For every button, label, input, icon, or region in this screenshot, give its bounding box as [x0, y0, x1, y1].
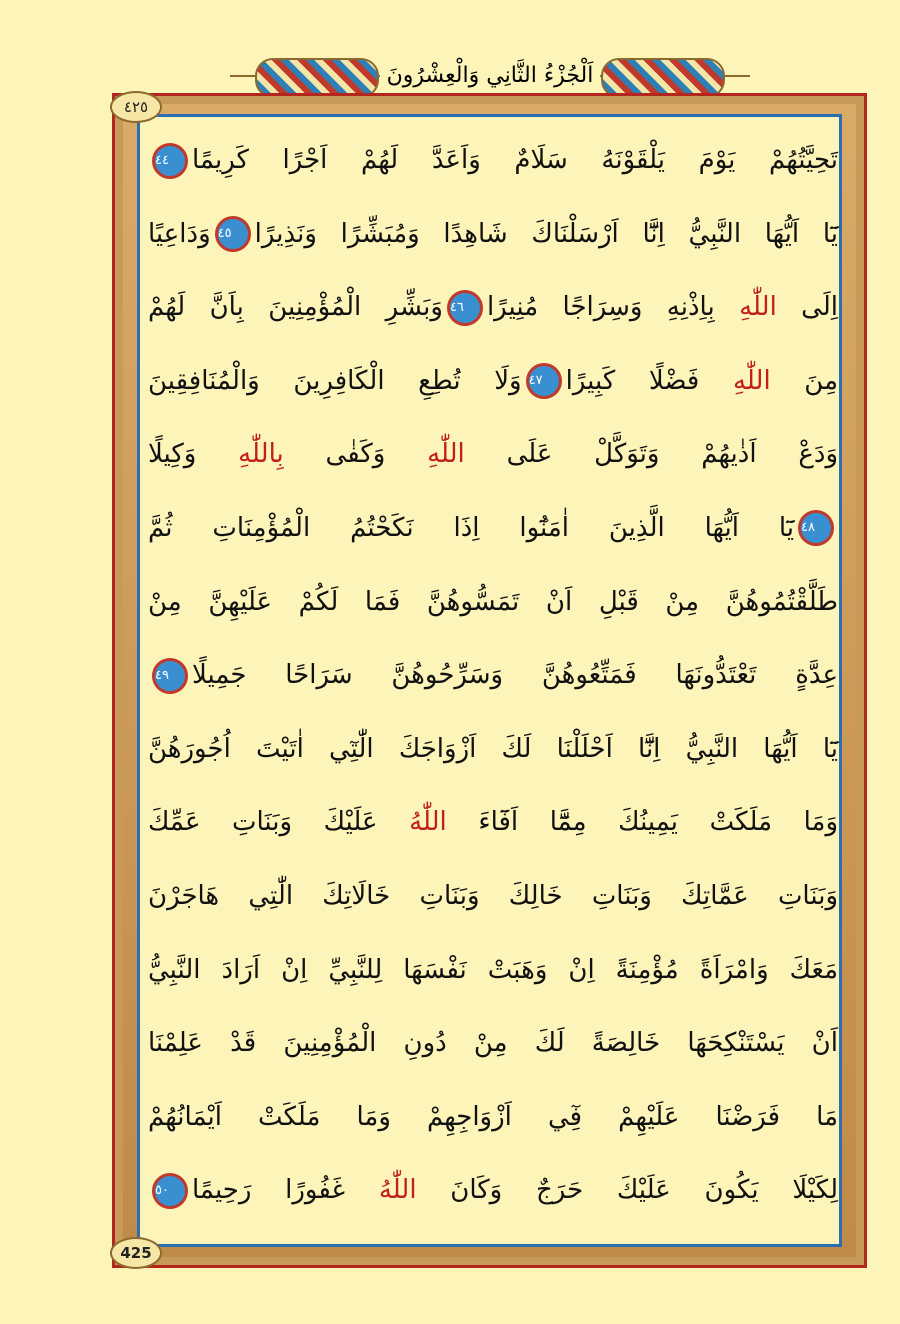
divine-name-highlight: بِاللّٰهِ	[238, 439, 284, 470]
text-line	[148, 345, 838, 419]
text-line	[148, 934, 838, 1008]
verse-text: عِدَّةٍ تَعْتَدُّونَهَا فَمَتِّعُوهُنَّ وَسَرِّحُوهُنَّ سَرَاحًا جَمِيلًا	[192, 660, 838, 691]
header-ornament-left	[255, 58, 379, 98]
verse-text: عَلَيْكَ وَبَنَاتِ عَمِّكَ	[148, 807, 410, 838]
divine-name-highlight: اللّٰهُ	[378, 1175, 417, 1206]
verse-text: وَكَفٰى	[283, 439, 428, 470]
verse-text: مَا فَرَضْنَا عَلَيْهِمْ فِٓي اَزْوَاجِهِمْ وَمَا مَلَكَتْ اَيْمَانُهُمْ	[148, 1101, 838, 1132]
text-line	[148, 860, 838, 934]
verse-text: وَبَنَاتِ عَمَّاتِكَ وَبَنَاتِ خَالِكَ وَبَنَاتِ خَالَاتِكَ الّٰتِي هَاجَرْنَ	[148, 880, 838, 911]
verse-text: مِنَ	[770, 365, 839, 396]
text-line	[148, 198, 838, 272]
verse-text: يَٓا اَيُّهَا النَّبِيُّ اِنَّٓا اَرْسَلْنَاكَ شَاهِدًا وَمُبَشِّرًا وَنَذِيرًا	[254, 218, 838, 249]
text-line	[148, 418, 838, 492]
verse-text: تَحِيَّتُهُمْ يَوْمَ يَلْقَوْنَهُ سَلَامٌ وَاَعَدَّ لَهُمْ اَجْرًا كَرِيمًا	[192, 145, 838, 175]
divine-name-highlight: اللّٰهِ	[732, 365, 771, 396]
verse-text: وَدَاعِيًا	[148, 218, 211, 249]
divine-name-highlight: اللّٰهُ	[409, 807, 447, 838]
verse-text: اِلَى	[776, 292, 838, 323]
verse-text: يَٓا اَيُّهَا الَّذِينَ اٰمَنُٓوا اِذَا نَكَحْتُمُ الْمُؤْمِنَاتِ ثُمَّ	[148, 512, 794, 543]
quran-text-block	[148, 124, 838, 1228]
text-line	[148, 1154, 838, 1228]
verse-text: وَلَا تُطِعِ الْكَافِرِينَ وَالْمُنَافِقِينَ	[148, 365, 522, 396]
verse-text: وَبَشِّرِ الْمُؤْمِنِينَ بِاَنَّ لَهُمْ	[148, 292, 443, 323]
verse-text: لِكَيْلَا يَكُونَ عَلَيْكَ حَرَجٌ وَكَانَ	[416, 1175, 838, 1206]
ayah-number-marker: ٤٨	[798, 510, 834, 546]
text-line	[148, 713, 838, 787]
divine-name-highlight: اللّٰهِ	[739, 292, 777, 323]
text-line	[148, 124, 838, 198]
verse-text: اَنْ يَسْتَنْكِحَهَا خَالِصَةً لَكَ مِنْ دُونِ الْمُؤْمِنِينَ قَدْ عَلِمْنَا	[148, 1028, 838, 1059]
text-line	[148, 566, 838, 640]
text-line	[148, 271, 838, 345]
verse-text: طَلَّقْتُمُوهُنَّ مِنْ قَبْلِ اَنْ تَمَسُّوهُنَّ فَمَا لَكُمْ عَلَيْهِنَّ مِنْ	[148, 586, 838, 617]
text-line	[148, 1081, 838, 1155]
ayah-number-marker: ٤٥	[215, 216, 251, 252]
verse-text: وَمَا مَلَكَتْ يَمِينُكَ مِمَّٓا اَفَٓاءَ	[446, 807, 838, 838]
verse-text: غَفُورًا رَحِيمًا	[192, 1175, 379, 1206]
text-line	[148, 786, 838, 860]
verse-text: وَدَعْ اَذٰيهُمْ وَتَوَكَّلْ عَلَى	[464, 439, 838, 470]
divine-name-highlight: اللّٰهِ	[427, 439, 465, 470]
header-ornament-right	[601, 58, 725, 98]
ayah-number-marker: ٤٧	[526, 363, 562, 399]
verse-text: بِاِذْنِهِ وَسِرَاجًا مُنِيرًا	[486, 292, 740, 323]
text-line	[148, 639, 838, 713]
text-line	[148, 1007, 838, 1081]
ayah-number-marker: ٥٠	[152, 1173, 188, 1209]
juz-title: اَلْجُزْءُ الثَّانِي وَالْعِشْرُونَ	[380, 56, 600, 96]
verse-text: فَضْلًا كَبِيرًا	[565, 365, 733, 396]
verse-text: وَكِيلًا	[148, 439, 239, 470]
ayah-number-marker: ٤٦	[447, 290, 483, 326]
ayah-number-marker: ٤٤	[152, 143, 188, 179]
text-line	[148, 492, 838, 566]
page-number-arabic-badge: ٤٢٥	[110, 91, 162, 123]
verse-text: مَعَكَ وَامْرَاَةً مُؤْمِنَةً اِنْ وَهَبَتْ نَفْسَهَا لِلنَّبِيِّ اِنْ اَرَادَ النَّبِيُّ	[148, 954, 838, 985]
page-number-badge: 425	[110, 1237, 162, 1269]
ayah-number-marker: ٤٩	[152, 658, 188, 694]
verse-text: يَٓا اَيُّهَا النَّبِيُّ اِنَّٓا اَحْلَلْنَا لَكَ اَزْوَاجَكَ الّٰتِٓي اٰتَيْتَ اُجُورَهُنَّ	[148, 733, 838, 764]
